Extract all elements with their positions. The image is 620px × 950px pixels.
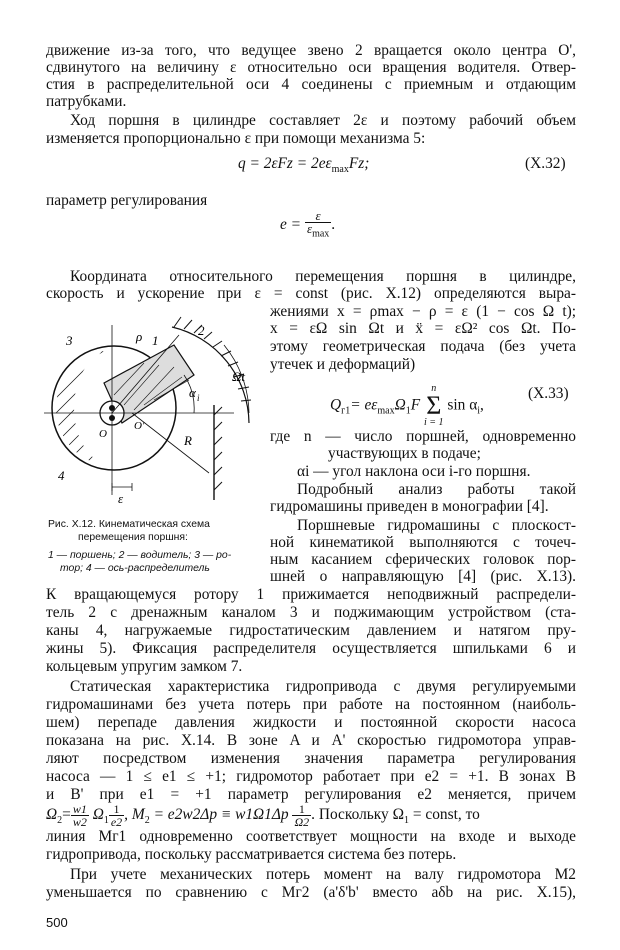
text-line: стия в распределительной оси 4 соединены с приемным и отдающим bbox=[46, 76, 576, 93]
text-line: каны 4, нагружаемые гидростатическим давлением и натягом пру- bbox=[46, 622, 576, 639]
equation-label: (X.32) bbox=[525, 155, 566, 172]
text-line: жениями x = ρmax − ρ = ε (1 − cos Ω t); bbox=[270, 303, 576, 320]
equation-x32: $q = 2\varepsilon Fz = 2e\varepsilon_{max}Fz$; bbox=[238, 155, 370, 176]
text-line: ным касанием сферических головок пор- bbox=[270, 551, 576, 568]
figure-caption: Рис. X.12. Кинематическая схема bbox=[48, 519, 210, 530]
text-line: этому геометрическая подача (без учета bbox=[270, 338, 576, 355]
text-line: шней о направляющую [4] (рис. X.13). bbox=[270, 568, 576, 585]
text-line: кольцевым упругим замком 7. bbox=[46, 658, 243, 675]
text-line: x = εΩ sin Ωt и ẍ = εΩ² cos Ωt. По- bbox=[270, 320, 576, 337]
text-line: гидропривода, поскольку рассматривается система без потерь. bbox=[46, 846, 457, 863]
text-line: уменьшается по сравнению с Mг2 (a'δ'b' вместо aδb на рис. X.15), bbox=[46, 884, 576, 901]
text-line: где n — число поршней, одновременно bbox=[270, 428, 576, 445]
label-o-prime: O' bbox=[134, 420, 145, 432]
text-line: изменяется пропорционально ε при помощи механизма 5: bbox=[46, 130, 426, 147]
label-alpha-sub: i bbox=[197, 393, 200, 403]
text-line: насоса — 1 ≤ e1 ≤ +1; гидромотор работает при e2 = +1. В зонах B bbox=[46, 768, 576, 785]
equation-omega: $\Omega_2=$ $\frac{w1}{w2}$ $\Omega_1$ $\frac{1}{e2}$ , $M_2 = e2w2\Delta p \equiv w1\Omega 1\Delta p$ $\frac{1}{\Omega 2}$ . Поскольку $\Omega_1$ = const, то bbox=[46, 802, 480, 829]
text-line: линия Mг1 одновременно соответствует мощности на входе и выходе bbox=[46, 828, 576, 845]
text-line: К вращающемуся ротору 1 прижимается неподвижный распредели- bbox=[46, 586, 576, 603]
text-line: гидромашинами без учета потерь при работе на постоянном (наиболь- bbox=[46, 696, 576, 713]
text-line: тель 2 с дренажным каналом 3 и поджимающим устройством (ста- bbox=[46, 604, 576, 621]
text-line: показана на рис. X.14. В зоне A и A' скоростью гидромотора управ- bbox=[46, 732, 576, 749]
equation-e: e = $\frac{\varepsilon}{\varepsilon_{max}}$ . bbox=[280, 208, 336, 240]
label-3: 3 bbox=[66, 333, 73, 348]
text-line: участвующих в подаче; bbox=[328, 445, 481, 462]
equation-label: (X.33) bbox=[528, 385, 569, 402]
text-line: ляют посредством изменения значения параметра регулирования bbox=[46, 750, 576, 767]
text-line: гидромашины приведен в монографии [4]. bbox=[270, 498, 549, 515]
label-rho: ρ bbox=[136, 329, 143, 344]
text-line: параметр регулирования bbox=[46, 192, 208, 209]
figure-caption: перемещения поршня: bbox=[78, 532, 188, 543]
text-line: сдвинутого на величину ε относительно оси вращения водителя. Отвер- bbox=[46, 59, 576, 76]
text-line: шем) перепаде давления жидкости и постоянной скорости насоса bbox=[46, 714, 576, 731]
page-number: 500 bbox=[46, 915, 68, 930]
text-line: утечек и деформаций) bbox=[270, 356, 416, 373]
equation-x33: $Q_{г1}= e\varepsilon_{max}\Omega_1F$ n Σ i = 1 $\sin \alpha_i$, bbox=[330, 383, 484, 428]
text-line: Подробный анализ работы такой bbox=[297, 481, 576, 498]
label-omega-t: Ωt bbox=[232, 369, 246, 384]
text-line: патрубками. bbox=[46, 93, 127, 110]
text-line: αi — угол наклона оси i-го поршня. bbox=[297, 463, 531, 480]
label-r: R bbox=[184, 433, 192, 448]
label-1: 1 bbox=[152, 333, 159, 348]
text-line: скорость и ускорение при ε = const (рис. X.12) определяются выра- bbox=[46, 285, 576, 302]
label-epsilon: ε bbox=[118, 491, 124, 506]
text-line: ной кинематикой выполняются с точеч- bbox=[270, 534, 576, 551]
text-line: Поршневые гидромашины с плоскост- bbox=[297, 517, 576, 534]
label-4: 4 bbox=[58, 468, 65, 483]
text-line: и B' при e1 = +1 параметр регулирования e2 меняется, причем bbox=[46, 786, 576, 803]
text-line: жины 5). Фиксация распределителя осуществляется шпильками 6 и bbox=[46, 640, 576, 657]
label-2: 2 bbox=[198, 323, 205, 338]
text-line: При учете механических потерь момент на валу гидромотора M2 bbox=[70, 866, 576, 883]
label-alpha: α bbox=[189, 385, 196, 400]
text-line: Ход поршня в цилиндре составляет 2ε и поэтому рабочий объем bbox=[70, 112, 576, 129]
text-line: движение из-за того, что ведущее звено 2 вращается около центра O', bbox=[46, 42, 576, 59]
figure-legend: тор; 4 — ось-распределитель bbox=[60, 563, 210, 574]
figure-legend: 1 — поршень; 2 — водитель; 3 — ро- bbox=[48, 550, 232, 561]
text-line: Координата относительного перемещения поршня в цилиндре, bbox=[70, 268, 576, 285]
kinematic-diagram bbox=[44, 305, 266, 510]
text-line: Статическая характеристика гидропривода с двумя регулируемыми bbox=[70, 678, 576, 695]
label-o: O bbox=[99, 428, 107, 440]
